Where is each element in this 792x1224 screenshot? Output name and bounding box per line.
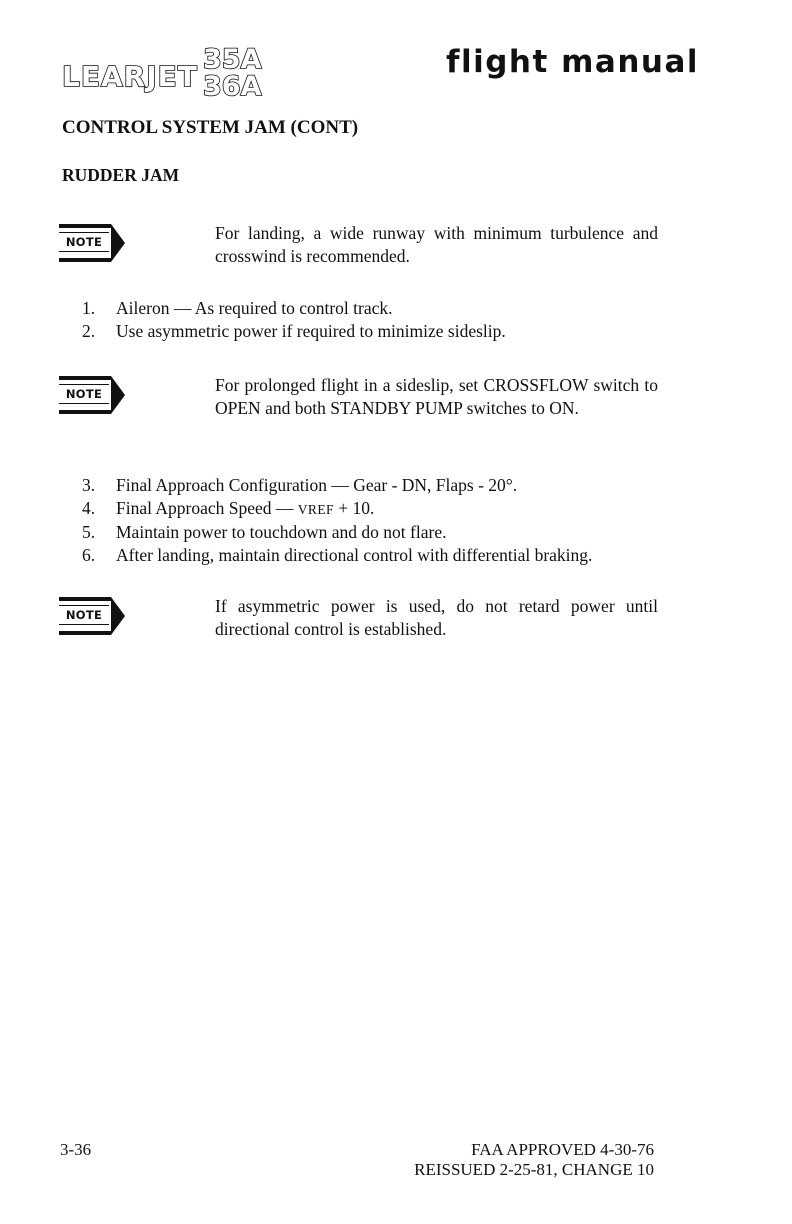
approval-date: FAA APPROVED 4-30-76 xyxy=(471,1140,654,1159)
brand-name: LEARJET xyxy=(62,60,198,93)
note-label: NOTE xyxy=(59,605,109,625)
vref-label: VREF xyxy=(297,501,334,517)
note-text: If asymmetric power is used, do not retard power until directional control is established. xyxy=(215,596,658,639)
brand-model-36a: 36A xyxy=(203,71,262,102)
reissue-info: REISSUED 2-25-81, CHANGE 10 xyxy=(414,1160,654,1179)
note-icon xyxy=(59,224,127,264)
note-label: NOTE xyxy=(59,232,109,252)
list-item: 4. Final Approach Speed — VREF + 10. xyxy=(82,497,375,518)
list-item: 2. Use asymmetric power if required to minimize sideslip. xyxy=(82,320,506,341)
page-number: 3-36 xyxy=(60,1140,92,1159)
footer-approval xyxy=(414,1140,654,1180)
note-text: For prolonged flight in a sideslip, set CROSSFLOW switch to OPEN and both STANDBY PUMP switches to ON. xyxy=(215,375,658,418)
brand-models xyxy=(203,46,261,100)
note-icon xyxy=(59,376,127,416)
section-title: CONTROL SYSTEM JAM (CONT) xyxy=(62,117,359,138)
procedure-steps-2 xyxy=(82,474,592,566)
brand-model-35a: 35A xyxy=(203,44,262,75)
list-item: 1. Aileron — As required to control track. xyxy=(82,298,393,318)
list-item: 3. Final Approach Configuration — Gear - DN, Flaps - 20°. xyxy=(82,475,518,495)
note-text: For landing, a wide runway with minimum turbulence and crosswind is recommended. xyxy=(215,223,658,266)
manual-title: flight manual xyxy=(446,44,700,80)
subsection-title: RUDDER JAM xyxy=(62,165,180,185)
procedure-steps-1 xyxy=(82,297,506,342)
note-label: NOTE xyxy=(59,384,109,404)
note-icon xyxy=(59,597,127,637)
list-item: 5. Maintain power to touchdown and do not flare. xyxy=(82,522,447,542)
list-item: 6. After landing, maintain directional control with differential braking. xyxy=(82,544,593,565)
